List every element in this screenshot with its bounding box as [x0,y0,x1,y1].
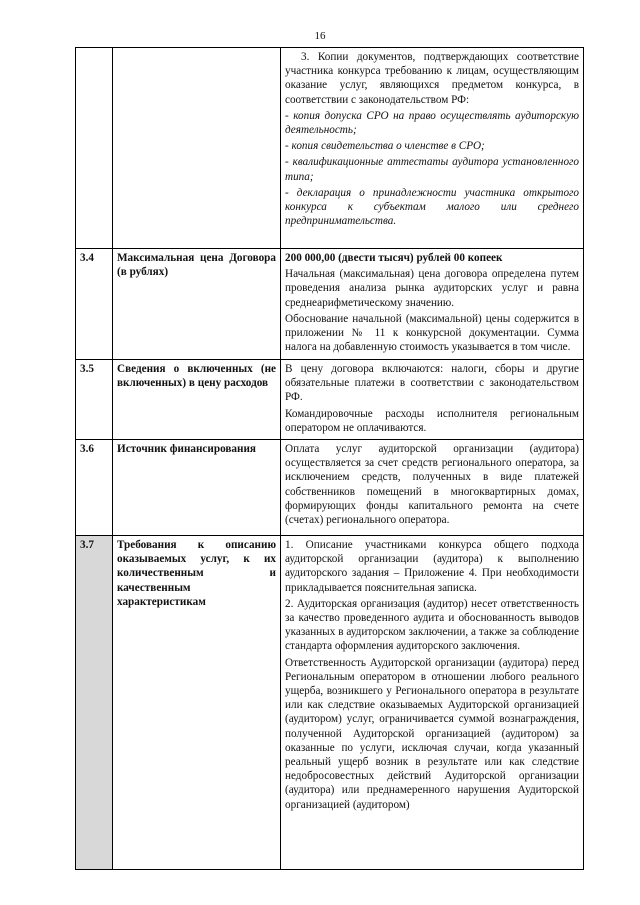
section-title-cell [113,249,281,360]
section-content [281,360,584,440]
content-paragraph: - копия свидетельства о членстве в СРО; [285,140,485,153]
content-paragraph: В цену договора включаются: налоги, сборы и другие обязательные платежи в соответствии с законодательством РФ. [285,363,579,404]
content-paragraph: 200 000,00 (двести тысяч) рублей 00 копеек [285,252,503,264]
table-row [76,360,584,440]
section-title-cell [113,48,281,249]
section-title-cell [113,536,281,870]
content-paragraph: Начальная (максимальная) цена договора определена путем проведения анализа рынка аудиторских услуг и равна среднеарифметическому значению. [285,268,579,309]
table-row [76,536,584,870]
section-title: Источник финансирования [117,443,256,456]
content-paragraph: - декларация о принадлежности участника открытого конкурса к субъектам малого или среднего предпринимательства. [285,186,579,228]
table-row [76,249,584,360]
content-paragraph: Ответственность Аудиторской организации (аудитора) перед Региональным оператором в отношении любого реального ущерба, возникшего у Регионального оператора в результате или как следствие оказываемых Аудиторской организацией (аудитором) услуг, ограничивается суммой вознаграждения, полученной Аудиторской организацией (аудитором) за оказанные по услуги, исключая случаи, когда указанный реальный ущерб возник в результате или как следствие недобросовестных действий Аудиторской организации (аудитора) или преднамеренного нарушения Аудиторской организацией (аудитором) [285,656,579,811]
section-title: Максимальная цена Договора (в рублях) [117,252,276,279]
content-paragraph: Оплата услуг аудиторской организации (аудитора) осуществляется за счет средств регионального оператора, за исключением средств, полученных в виде платежей собственников помещений в многоквартирных домах, формирующих фонды капитального ремонта на счете (счетах) регионального оператора. [285,443,579,527]
section-number [76,48,113,249]
section-number: 3.7 [76,536,113,870]
content-paragraph: Командировочные расходы исполнителя региональным оператором не оплачиваются. [285,407,579,434]
section-title-cell [113,440,281,536]
section-number: 3.5 [76,360,113,440]
section-content [281,48,584,249]
section-number: 3.4 [76,249,113,360]
section-title: Сведения о включенных (не включенных) в цену расходов [117,363,276,390]
content-paragraph: 1. Описание участниками конкурса общего подхода аудиторской организации (аудитора) к выполнению аудиторского задания – Приложение 4. При необходимости прикладывается пояснительная записка. [285,539,579,594]
content-paragraph: - копия допуска СРО на право осуществлять аудиторскую деятельность; [285,109,579,137]
section-content [281,249,584,360]
section-number: 3.6 [76,440,113,536]
requirements-table [75,47,584,870]
content-paragraph: 2. Аудиторская организация (аудитор) несет ответственность за качество проведенного аудита и обоснованность выводов указанных в аудиторском заключении, а также за соблюдение стандарта оформления аудиторского заключения. [285,597,579,653]
content-paragraph: Обоснование начальной (максимальной) цены содержится в приложении № 11 к конкурсной документации. Сумма налога на добавленную стоимость указывается в том числе. [285,312,579,354]
content-paragraph: - квалификационные аттестаты аудитора установленного типа; [285,156,579,183]
page-number: 16 [314,30,326,42]
table-row [76,48,584,249]
section-title: Требования к описанию оказываемых услуг, к их количественным и качественным характеристикам [117,539,276,608]
table-row [76,440,584,536]
content-paragraph: 3. Копии документов, подтверждающих соответствие участника конкурса требованию к лицам, осуществляющим оказание услуг, являющихся предметом конкурса, в соответствии с законодательством РФ: [285,51,579,106]
section-content [281,440,584,536]
section-title-cell [113,360,281,440]
section-content [281,536,584,870]
